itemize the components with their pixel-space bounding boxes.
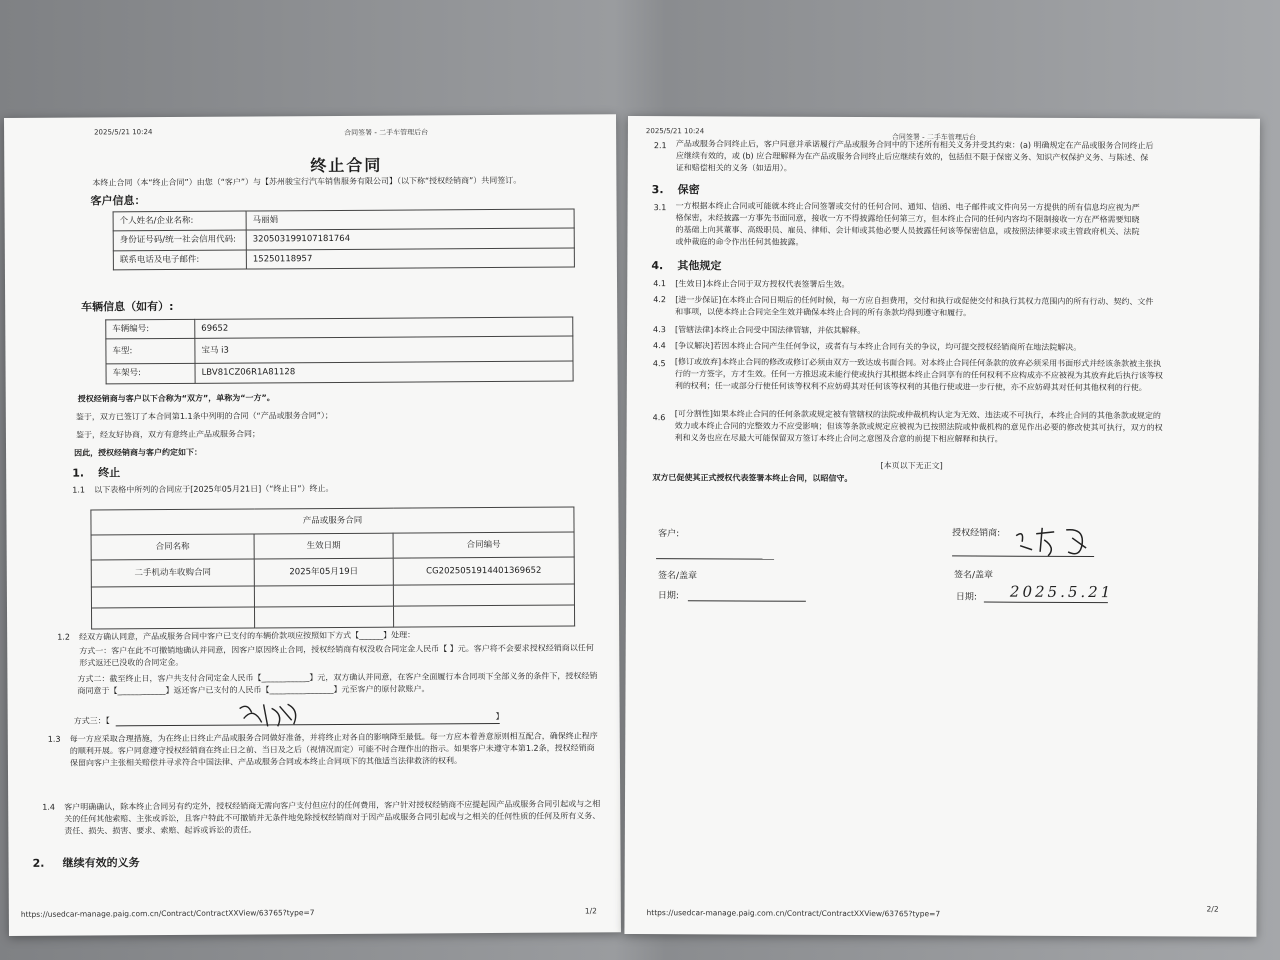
vehicle-model-value: 宝马 i3	[195, 336, 573, 363]
clause-4-1-number: 4.1	[653, 279, 667, 289]
customer-name-label: 个人姓名/企业名称:	[113, 211, 246, 231]
cell-effective-date: 2025年05月19日	[254, 558, 393, 586]
table-row	[91, 557, 574, 587]
clause-1-4: 客户明确确认，除本终止合同另有约定外，授权经销商无需向客户支付但应付的任何费用，客户针对授权经销商不应提起因产品或服务合同引起或与之相关的任何其他索赔、主张或诉讼，且客户特此不可撤销并无条件地免除授权经销商对于因产品或服务合同引起或与之相关的任何性质的任何及所有义务、责任、损失、损害、要求、索赔、起诉或诉讼的责任。	[64, 799, 601, 836]
clause-2-1-number: 2.1	[653, 141, 667, 151]
clause-4-2: [进一步保证]在本终止合同日期后的任何时候，每一方应自担费用，交付和执行或促使交付和执行其权力范围内的所有行动、契约、文件和事项，以使本终止合同完全生效并确保本终止合同的所有条款均得到遵守和履行。	[675, 295, 1154, 318]
footer-page-number: 1/2	[584, 906, 597, 916]
intro-paragraph: 本终止合同（本“终止合同”）由您（“客户”）与【苏州骏宝行汽车销售服务有限公司】（以下称“授权经销商”）共同签订。	[92, 175, 522, 188]
customer-date-line	[688, 600, 806, 602]
vehicle-section-title: 车辆信息（如有）:	[81, 299, 174, 314]
clause-4-4: [争议解决]若因本终止合同产生任何争议，或者有与本终止合同有关的争议，均可提交授权经销商所在地法院解决。	[674, 341, 1082, 352]
customer-seal-label: 签名/盖章	[657, 571, 698, 582]
table-row	[91, 605, 574, 629]
section-4-title: 其他规定	[677, 259, 722, 273]
dealer-signature-label: 授权经销商:	[952, 528, 1001, 539]
clause-1-2: 经双方确认同意，产品或服务合同中客户已支付的车辆价款项应按照如下方式【______】处理：	[79, 630, 416, 642]
document-page-2	[624, 116, 1260, 937]
section-2-number: 2.	[32, 856, 45, 870]
dealer-date-label: 日期:	[955, 592, 977, 603]
clause-1-2-method-3: 方式三：【	[73, 716, 110, 726]
contract-table-caption: 产品或服务合同	[91, 507, 574, 535]
table-row	[91, 507, 574, 535]
clause-4-6: [可分割性]如果本终止合同的任何条款或规定被有管辖权的法院或仲裁机构认定为无效、违法或不可执行，本终止合同的其他条款或规定的效力或本终止合同的完整效力不应受影响；但该等条款或规定应被视为已按照法院或仲裁机构的意见作出必要的修改使其可执行，双方的权利和义务也应在尽最大可能保留双方签订本终止合同之意图及合意的前提下相应解释和执行。	[674, 409, 1163, 444]
clause-4-1: [生效日]本终止合同于双方授权代表签署后生效。	[675, 279, 850, 289]
vehicle-vin-label: 车架号:	[106, 364, 195, 384]
header-app: 合同签署 - 二手车管理后台	[344, 128, 429, 137]
therefore-paragraph: 因此，授权经销商与客户约定如下：	[74, 447, 203, 458]
customer-name-value: 马丽娟	[246, 209, 574, 230]
footer-page-number: 2/2	[1206, 904, 1219, 914]
parties-paragraph: 授权经销商与客户以下合称为“双方”，单称为“一方”。	[77, 393, 275, 404]
clause-4-4-number: 4.4	[652, 341, 666, 351]
clause-4-6-number: 4.6	[652, 413, 666, 423]
clause-3-1: 一方根据本终止合同或可能就本终止合同签署或交付的任何合同、通知、信函、电子邮件或文件向另一方提供的所有信息均应视为严格保密，未经披露一方事先书面同意，接收一方不得披露给任何第三方，但本终止合同的任何内容均不限制接收一方在严格需要知晓的基础上向其董事、高级职员、雇员、律师、会计师或其他必要人员披露任何该等保密信息，或按照法律要求或主管政府机关、法院或仲裁庭的命令作出任何其他披露。	[675, 201, 1140, 247]
customer-section-title: 客户信息：	[90, 194, 146, 208]
customer-info-table	[113, 209, 575, 271]
col-contract-name: 合同名称	[91, 534, 254, 560]
whereas-1: 鉴于，双方已签订了本合同第1.1条中列明的合同（“产品或服务合同”）；	[75, 410, 333, 422]
clause-1-2-number: 1.2	[57, 632, 70, 642]
section-3-title: 保密	[677, 183, 700, 197]
vehicle-info-table	[105, 317, 573, 384]
handwritten-signature-method-3	[234, 698, 312, 730]
table-row	[106, 336, 573, 364]
dealer-handwritten-signature	[1010, 522, 1106, 562]
customer-id-value: 320503199107181764	[246, 228, 574, 249]
customer-signature-label: 客户:	[658, 529, 680, 540]
whereas-2: 鉴于，经友好协商，双方有意终止产品或服务合同；	[75, 429, 260, 440]
clause-4-5: [修订或放弃]本终止合同的修改或修订必须由双方一致达成书面合同。对本终止合同任何条款的放弃必须采用书面形式并经该条款被主张执行的一方签字，方才生效。任何一方推迟或未能行使或执行其根据本终止合同享有的任何权利不应构成亦不应被视为其放弃此后执行该等权利的权利；任一或部分行使任何该等权利不应妨碍其对任何该等权利的其他行使或进一步行使，亦不应妨碍其对任何其他权利的行使。	[674, 357, 1163, 393]
dealer-seal-label: 签名/盖章	[953, 570, 994, 581]
table-row	[113, 248, 574, 270]
contract-table	[90, 507, 575, 630]
clause-1-2-method-2: 方式二：截至终止日，客户共支付合同定金人民币【____________】元，双方确认并同意，在客户全面履行本合同项下全部义务的条件下，授权经销商同意于【____________】返还客户已支付的人民币【________________】元至客户的原付款账户。	[77, 671, 598, 696]
section-3-number: 3.	[651, 183, 664, 197]
clause-2-1: 产品或服务合同终止后，客户同意并承诺履行产品或服务合同中的下述所有相关义务并受其约束：(a) 明确规定在产品或服务合同终止后应继续有效的，或 (b) 应合理解释为在产品或服务合同终止后应继续有效的，包括但不限于保密义务、知识产权保护义务、与陈述、保证和赔偿相关的义务（如适用）。	[675, 139, 1154, 173]
header-app: 合同签署 - 二手车管理后台	[891, 133, 976, 142]
clause-4-5-number: 4.5	[652, 359, 666, 369]
section-4-number: 4.	[651, 259, 664, 273]
clause-1-3: 每一方应采取合理措施，为在终止日终止产品或服务合同做好准备，并将终止对各自的影响降至最低。每一方应本着善意原则相互配合，确保终止程序的顺利开展。客户同意遵守授权经销商在终止日之前、当日及之后（视情况而定）可能不时合理作出的指示。如果客户未遵守本第1.2条，授权经销商保留向客户主张相关赔偿并寻求符合中国法律、产品或服务合同或本终止合同项下的其他适当法律救济的权利。	[69, 731, 598, 768]
blank-below-note: [本页以下无正文]	[880, 461, 943, 471]
customer-id-label: 身份证号码/统一社会信用代码:	[113, 230, 246, 250]
clause-1-1-number: 1.1	[72, 485, 86, 495]
table-row	[91, 532, 574, 560]
clause-1-1: 以下表格中所列的合同应于[2025年05月21日]（“终止日”）终止。	[94, 483, 334, 495]
witness-statement: 双方已促使其正式授权代表签署本终止合同，以昭信守。	[652, 473, 853, 483]
section-1-title: 终止	[98, 466, 121, 480]
section-2-title: 继续有效的义务	[62, 856, 140, 870]
table-row	[91, 584, 574, 608]
clause-4-3-number: 4.3	[653, 325, 666, 335]
clause-3-1-number: 3.1	[653, 203, 667, 213]
customer-contact-label: 联系电话及电子邮件:	[113, 250, 246, 270]
section-1-number: 1.	[72, 466, 85, 480]
vehicle-model-label: 车型:	[106, 339, 195, 365]
clause-1-2-method-1: 方式一：客户在此不可撤销地确认并同意，因客户原因终止合同，授权经销商有权没收合同定金人民币【 】元。客户将不会要求授权经销商以任何形式返还已没收的合同定金。	[79, 643, 594, 668]
vehicle-no-label: 车辆编号:	[106, 319, 195, 339]
header-date: 2025/5/21 10:24	[94, 128, 153, 137]
cell-contract-name: 二手机动车收购合同	[91, 559, 254, 587]
customer-date-label: 日期:	[657, 591, 679, 602]
vehicle-vin-value: LBV81CZ06R1A81128	[195, 361, 573, 383]
page-title: 终止合同	[310, 155, 383, 176]
footer-url: https://usedcar-manage.paig.com.cn/Contract/ContractXXView/63765?type=7	[646, 908, 941, 919]
clause-1-3-number: 1.3	[47, 734, 61, 744]
dealer-handwritten-date: 2025.5.21	[1009, 582, 1114, 602]
cell-contract-number: CG2025051914401369652	[393, 557, 574, 585]
clause-4-2-number: 4.2	[653, 295, 666, 305]
customer-signature-line	[656, 558, 774, 560]
clause-4-3: [管辖法律]本终止合同受中国法律管辖，并依其解释。	[675, 325, 866, 336]
table-row	[106, 361, 573, 383]
col-effective-date: 生效日期	[254, 533, 393, 559]
footer-url: https://usedcar-manage.paig.com.cn/Contract/ContractXXView/63765?type=7	[20, 908, 315, 919]
method-3-close-bracket: 】	[495, 711, 504, 722]
header-date: 2025/5/21 10:24	[645, 127, 705, 136]
col-contract-number: 合同编号	[393, 532, 574, 558]
customer-contact-value: 15250118957	[246, 248, 574, 269]
document-page-1	[4, 114, 621, 936]
vehicle-no-value: 69652	[195, 317, 573, 339]
clause-1-4-number: 1.4	[42, 802, 55, 812]
